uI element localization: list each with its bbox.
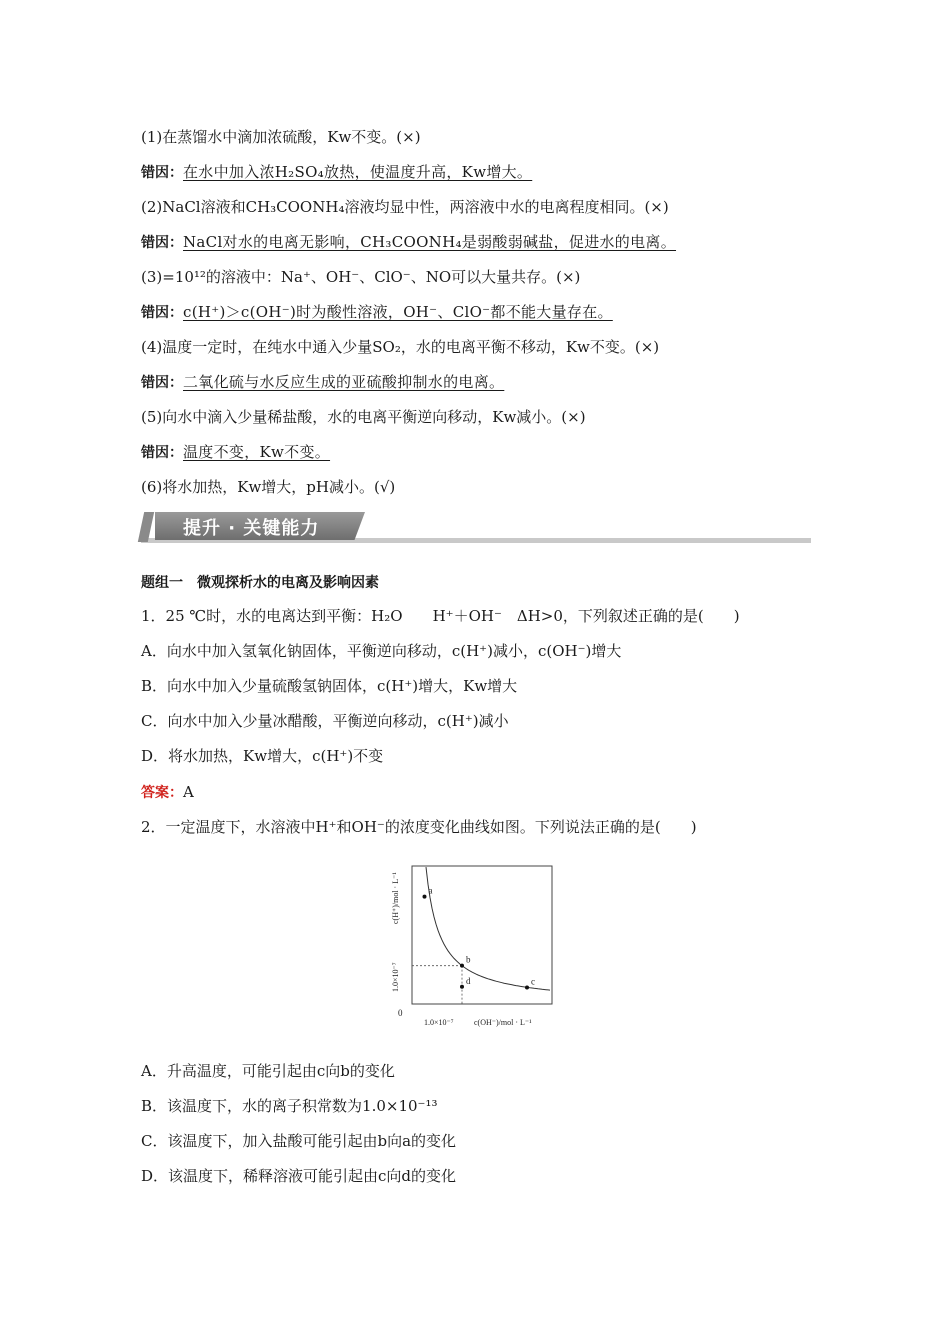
banner-title: 提升 · 关键能力 [183,518,320,539]
problem-1-answer [141,782,194,803]
answer-value: A [183,783,194,801]
point-b [460,964,464,968]
point-label-a: a [428,885,433,896]
statement-2: (2)NaCl溶液和CH₃COONH₄溶液均显中性，两溶液中水的电离程度相同。(×) [141,198,669,216]
statement-6: (6)将水加热，Kw增大，pH减小。(√) [141,478,396,496]
ion-product-curve [426,867,550,990]
point-c [525,986,529,990]
statement-5: (5)向水中滴入少量稀盐酸，水的电离平衡逆向移动，Kw减小。(×) [141,408,586,426]
error-3 [141,302,613,323]
error-5 [141,442,330,463]
problem-1-option-c: C．向水中加入少量冰醋酸，平衡逆向移动，c(H⁺)减小 [141,712,509,730]
error-label: 错因： [141,165,183,181]
x-tick-label: 1.0×10⁻⁷ [424,1018,454,1027]
problem-1-stem: 1．25 ℃时，水的电离达到平衡：H₂O H⁺＋OH⁻ ΔH>0，下列叙述正确的是( ) [141,607,740,625]
answer-label: 答案： [141,785,183,801]
x-axis-label: c(OH⁻)/mol · L⁻¹ [474,1018,532,1027]
error-label: 错因： [141,305,183,321]
error-text: 在水中加入浓H₂SO₄放热，使温度升高，Kw增大。 [183,163,533,181]
problem-2-stem: 2．一定温度下，水溶液中H⁺和OH⁻的浓度变化曲线如图。下列说法正确的是( ) [141,818,697,836]
point-label-c: c [531,976,535,987]
section-title: 题组一 微观探析水的电离及影响因素 [141,575,379,591]
concentration-curve-chart [378,862,568,1032]
problem-2-option-c: C．该温度下，加入盐酸可能引起由b向a的变化 [141,1132,457,1150]
statement-1: (1)在蒸馏水中滴加浓硫酸，Kw不变。(×) [141,128,421,146]
error-label: 错因： [141,445,183,461]
error-1 [141,162,532,183]
point-label-b: b [466,954,471,965]
error-text: c(H⁺)＞c(OH⁻)时为酸性溶液，OH⁻、ClO⁻都不能大量存在。 [183,303,613,321]
error-4 [141,372,504,393]
error-label: 错因： [141,375,183,391]
origin-label: 0 [398,1008,403,1018]
point-a [423,895,427,899]
statement-4: (4)温度一定时，在纯水中通入少量SO₂，水的电离平衡不移动，Kw不变。(×) [141,338,660,356]
error-text: 温度不变，Kw不变。 [183,443,331,461]
point-d [460,985,464,989]
problem-2-option-b: B．该温度下，水的离子积常数为1.0×10⁻¹³ [141,1097,438,1115]
problem-1-option-a: A．向水中加入氢氧化钠固体，平衡逆向移动，c(H⁺)减小，c(OH⁻)增大 [141,642,622,660]
error-text: NaCl对水的电离无影响，CH₃COONH₄是弱酸弱碱盐，促进水的电离。 [183,233,677,251]
y-tick-label: 1.0×10⁻⁷ [391,962,400,992]
problem-1-option-b: B．向水中加入少量硫酸氢钠固体，c(H⁺)增大，Kw增大 [141,677,518,695]
problem-2-option-a: A．升高温度，可能引起由c向b的变化 [141,1062,395,1080]
section-banner [141,510,811,544]
error-label: 错因： [141,235,183,251]
error-text: 二氧化硫与水反应生成的亚硫酸抑制水的电离。 [183,373,505,391]
problem-1-option-d: D．将水加热，Kw增大，c(H⁺)不变 [141,747,384,765]
point-label-d: d [466,975,471,986]
y-axis-label: c(H⁺)/mol · L⁻¹ [391,872,400,924]
statement-3: (3)=10¹²的溶液中：Na⁺、OH⁻、ClO⁻、NO可以大量共存。(×) [141,268,581,286]
error-2 [141,232,676,253]
problem-2-option-d: D．该温度下，稀释溶液可能引起由c向d的变化 [141,1167,457,1185]
